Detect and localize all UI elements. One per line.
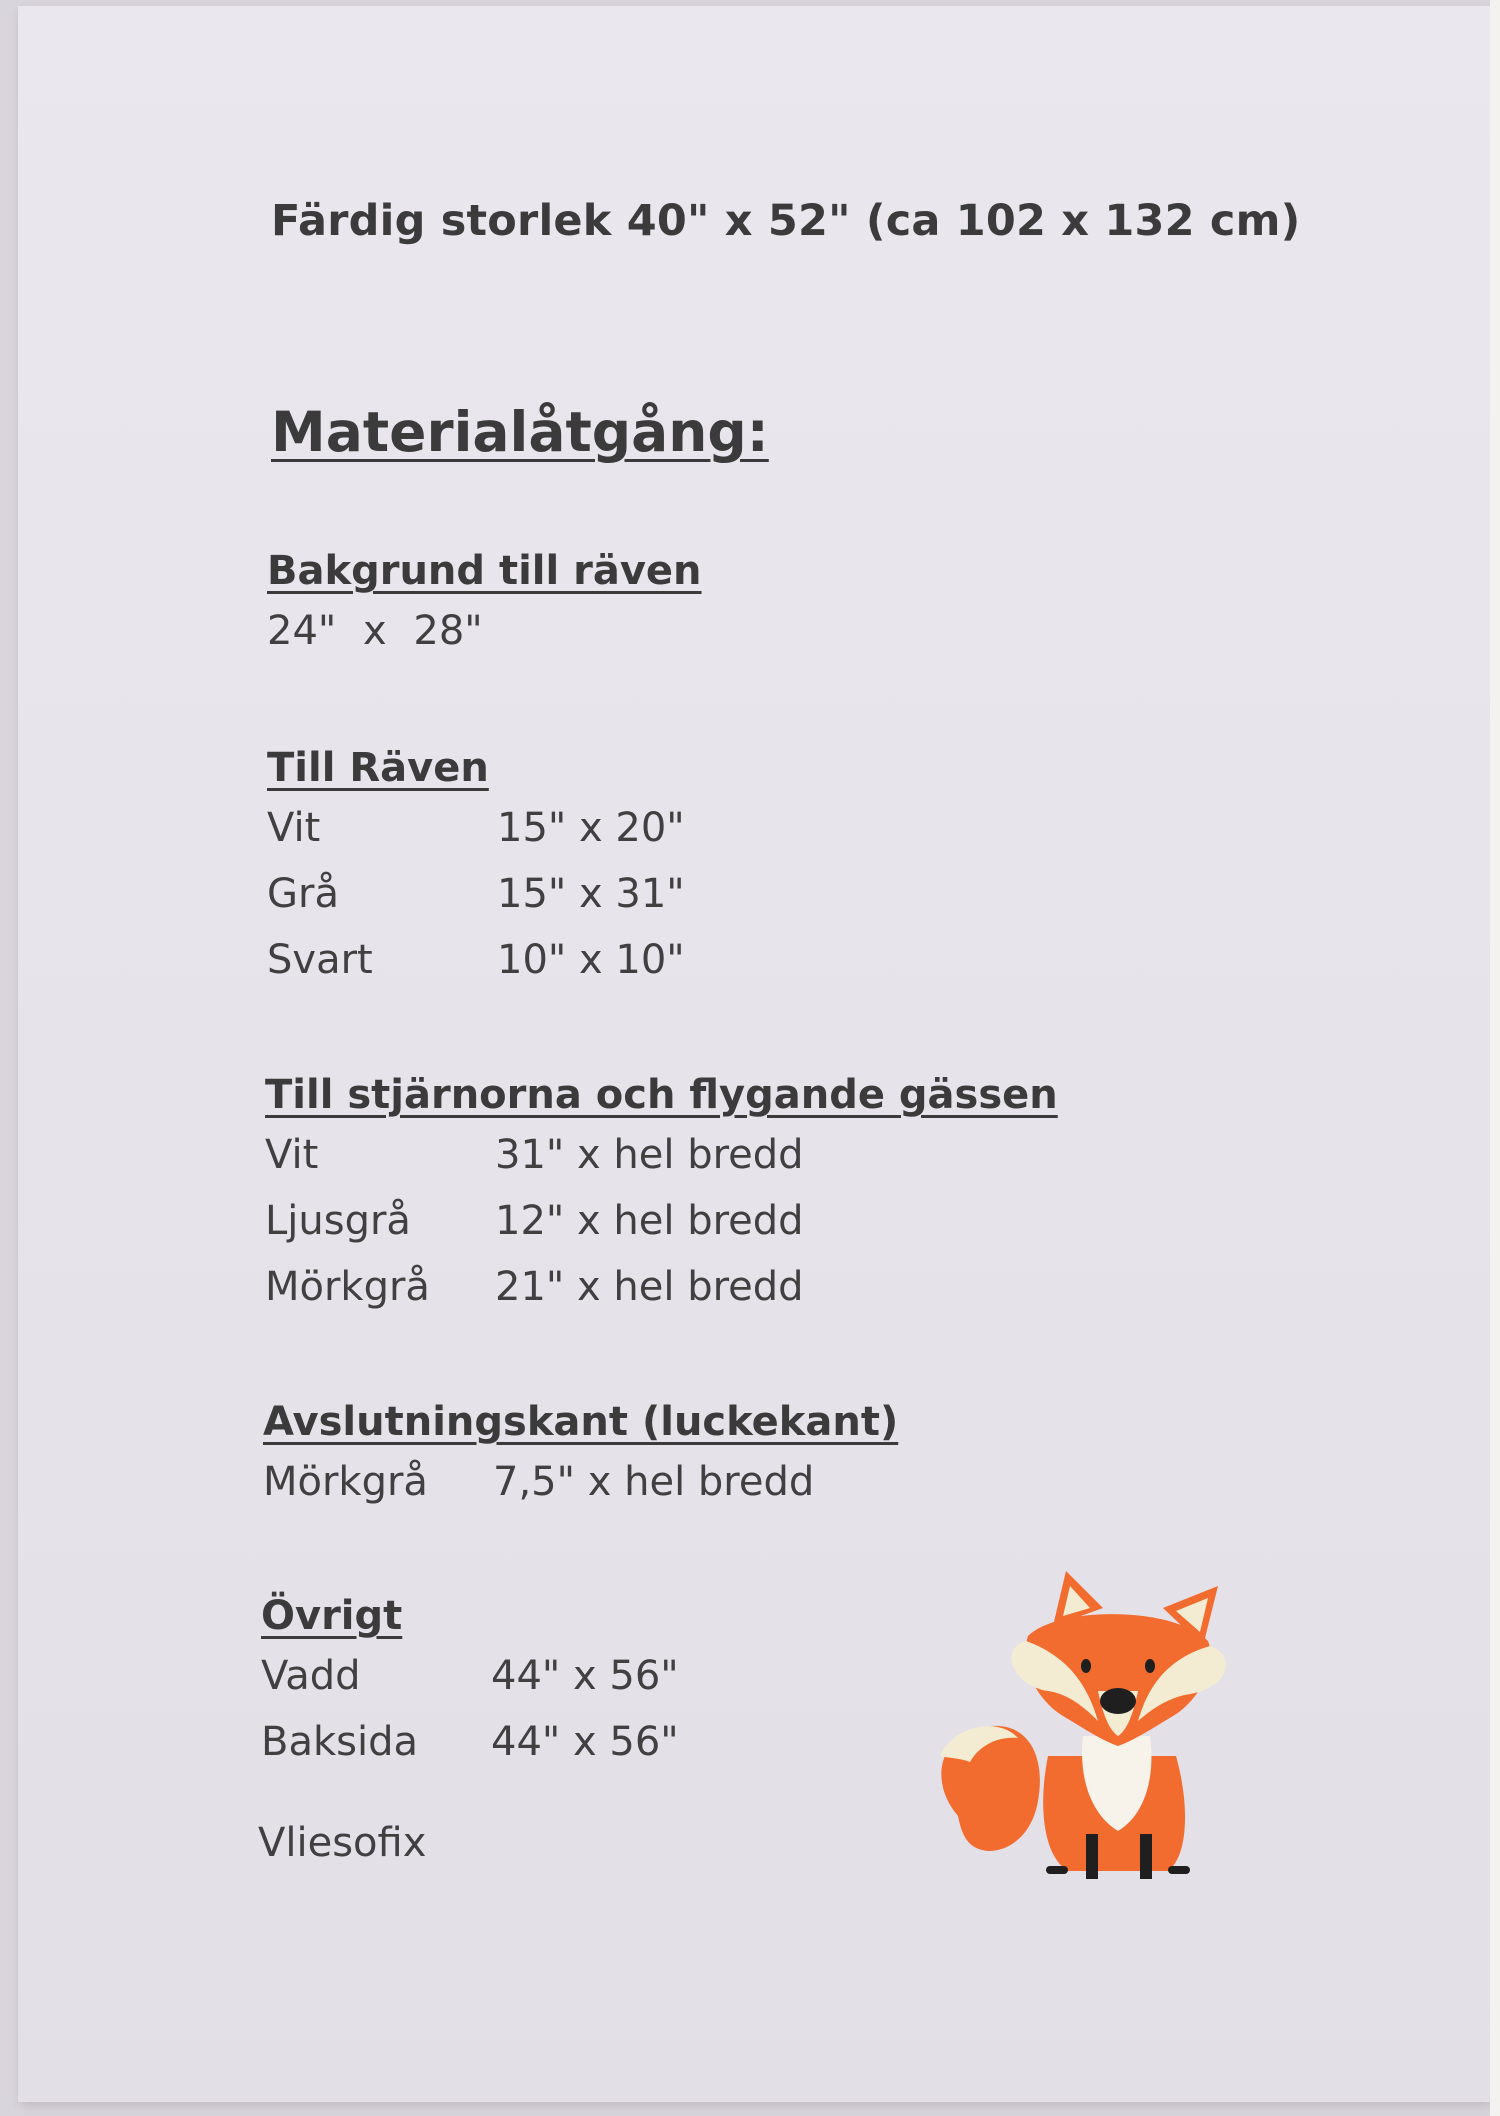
section-background bbox=[267, 544, 702, 664]
materials-heading: Materialåtgång: bbox=[271, 400, 769, 464]
fabric-label: Ljusgrå bbox=[265, 1198, 411, 1244]
section-fox bbox=[267, 741, 685, 993]
material-row bbox=[265, 1188, 1058, 1254]
section-heading: Till stjärnorna och flygande gässen bbox=[265, 1072, 1058, 1118]
fabric-size: 31" x hel bredd bbox=[495, 1132, 804, 1178]
fabric-size: 15" x 31" bbox=[497, 871, 685, 917]
fabric-label: Baksida bbox=[261, 1719, 418, 1765]
fabric-size: 7,5" x hel bredd bbox=[493, 1459, 815, 1505]
fabric-label: Vit bbox=[265, 1132, 319, 1178]
fabric-size: 44" x 56" bbox=[491, 1653, 679, 1699]
material-row bbox=[261, 1643, 679, 1709]
section-heading: Övrigt bbox=[261, 1593, 403, 1639]
material-row bbox=[267, 927, 685, 993]
section-heading: Avslutningskant (luckekant) bbox=[263, 1399, 899, 1445]
material-row bbox=[267, 861, 685, 927]
material-row bbox=[265, 1122, 1058, 1188]
fabric-label: Mörkgrå bbox=[263, 1459, 428, 1505]
section-binding bbox=[263, 1395, 898, 1515]
fabric-size: 44" x 56" bbox=[491, 1719, 679, 1765]
finished-size-title: Färdig storlek 40" x 52" (ca 102 x 132 cm) bbox=[271, 196, 1301, 246]
fabric-label: Svart bbox=[267, 937, 373, 983]
fabric-label: Vit bbox=[267, 805, 321, 851]
background-size: 24" x 28" bbox=[267, 608, 483, 654]
section-stars-geese bbox=[265, 1068, 1058, 1320]
fabric-label: Vadd bbox=[261, 1653, 361, 1699]
background-edge bbox=[1490, 0, 1500, 2116]
material-row bbox=[265, 1254, 1058, 1320]
document-page bbox=[18, 6, 1490, 2102]
material-row bbox=[267, 795, 685, 861]
fabric-label: Mörkgrå bbox=[265, 1264, 430, 1310]
section-heading: Bakgrund till räven bbox=[267, 548, 702, 594]
fabric-label: Grå bbox=[267, 871, 339, 917]
material-row bbox=[263, 1449, 898, 1515]
section-heading: Till Räven bbox=[267, 745, 489, 791]
vliesofix-note: Vliesofix bbox=[258, 1820, 427, 1866]
fabric-size: 12" x hel bredd bbox=[495, 1198, 804, 1244]
fabric-size: 15" x 20" bbox=[497, 805, 685, 851]
section-other bbox=[261, 1589, 679, 1775]
fox-icon bbox=[918, 1566, 1258, 1916]
fabric-size: 21" x hel bredd bbox=[495, 1264, 804, 1310]
fabric-size: 10" x 10" bbox=[497, 937, 685, 983]
material-row bbox=[261, 1709, 679, 1775]
